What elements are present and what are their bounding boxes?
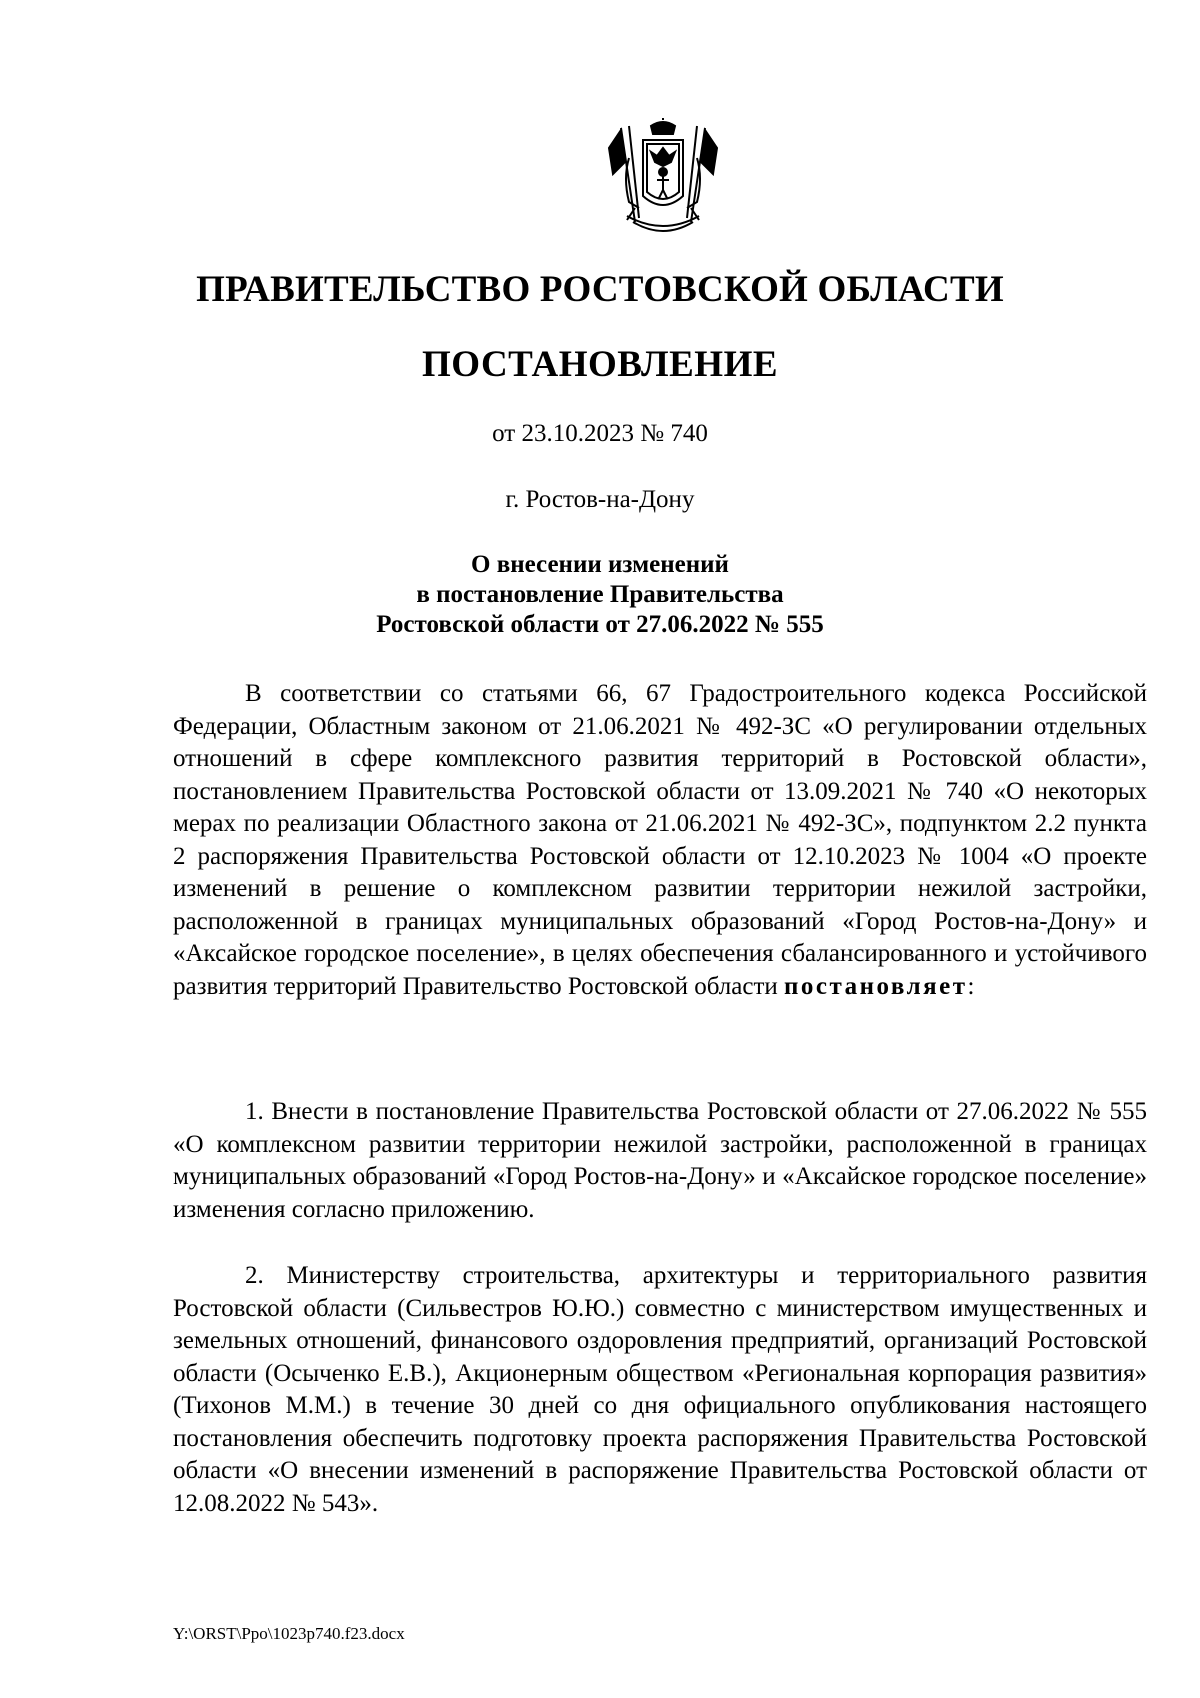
item-1-paragraph: 1. Внести в постановление Правительства Ростовской области от 27.06.2022 № 555 «О комплексном развитии территории нежилой застройки, расположенной в границах муниципальных образований «Город Ростов-на-Дону» и «Аксайское городское поселение» изменения согласно приложению. (173, 1098, 1147, 1223)
preamble-paragraph (173, 678, 1147, 1003)
document-subject (0, 550, 1200, 640)
preamble-text: В соответствии со статьями 66, 67 Градостроительного кодекса Российской Федерации, Областным законом от 21.06.2021 № 492-ЗС «О регулировании отдельных отношений в сфере комплексного развития территорий в Ростовской области», постановлением Правительства Ростовской области от 13.09.2021 № 740 «О некоторых мерах по реализации Областного закона от 21.06.2021 № 492-ЗС», подпунктом 2.2 пункта 2 распоряжения Правительства Ростовской области от 12.10.2023 № 1004 «О проекте изменений в решение о комплексном развитии территории нежилой застройки, расположенной в границах муниципальных образований «Город Ростов-на-Дону» и «Аксайское городское поселение», в целях обеспечения сбалансированного и устойчивого развития территорий Правительство Ростовской области (173, 680, 1147, 1000)
preamble-suffix: : (967, 972, 975, 1000)
document-city: г. Ростов-на-Дону (505, 486, 695, 513)
coat-of-arms-icon (605, 118, 721, 242)
document-date-number: от 23.10.2023 № 740 (492, 420, 708, 447)
decree-word: постановляет (784, 972, 968, 1000)
subject-line-2: в постановление Правительства (416, 581, 784, 608)
subject-line-1: О внесении изменений (471, 551, 729, 578)
file-path-footer: Y:\ORST\Ppo\1023p740.f23.docx (173, 1624, 405, 1643)
subject-line-3: Ростовской области от 27.06.2022 № 555 (376, 611, 824, 638)
government-title: ПРАВИТЕЛЬСТВО РОСТОВСКОЙ ОБЛАСТИ (196, 269, 1004, 310)
document-type: ПОСТАНОВЛЕНИЕ (421, 344, 779, 385)
item-2-paragraph: 2. Министерству строительства, архитектуры и территориального развития Ростовской области (Сильвестров Ю.Ю.) совместно с министерством имущественных и земельных отношений, финансового оздоровления предприятий, организаций Ростовской области (Осыченко Е.В.), Акционерным обществом «Региональная корпорация развития» (Тихонов М.М.) в течение 30 дней со дня официального опубликования настоящего постановления обеспечить подготовку проекта распоряжения Правительства Ростовской области «О внесении изменений в распоряжение Правительства Ростовской области от 12.08.2022 № 543». (173, 1262, 1147, 1517)
